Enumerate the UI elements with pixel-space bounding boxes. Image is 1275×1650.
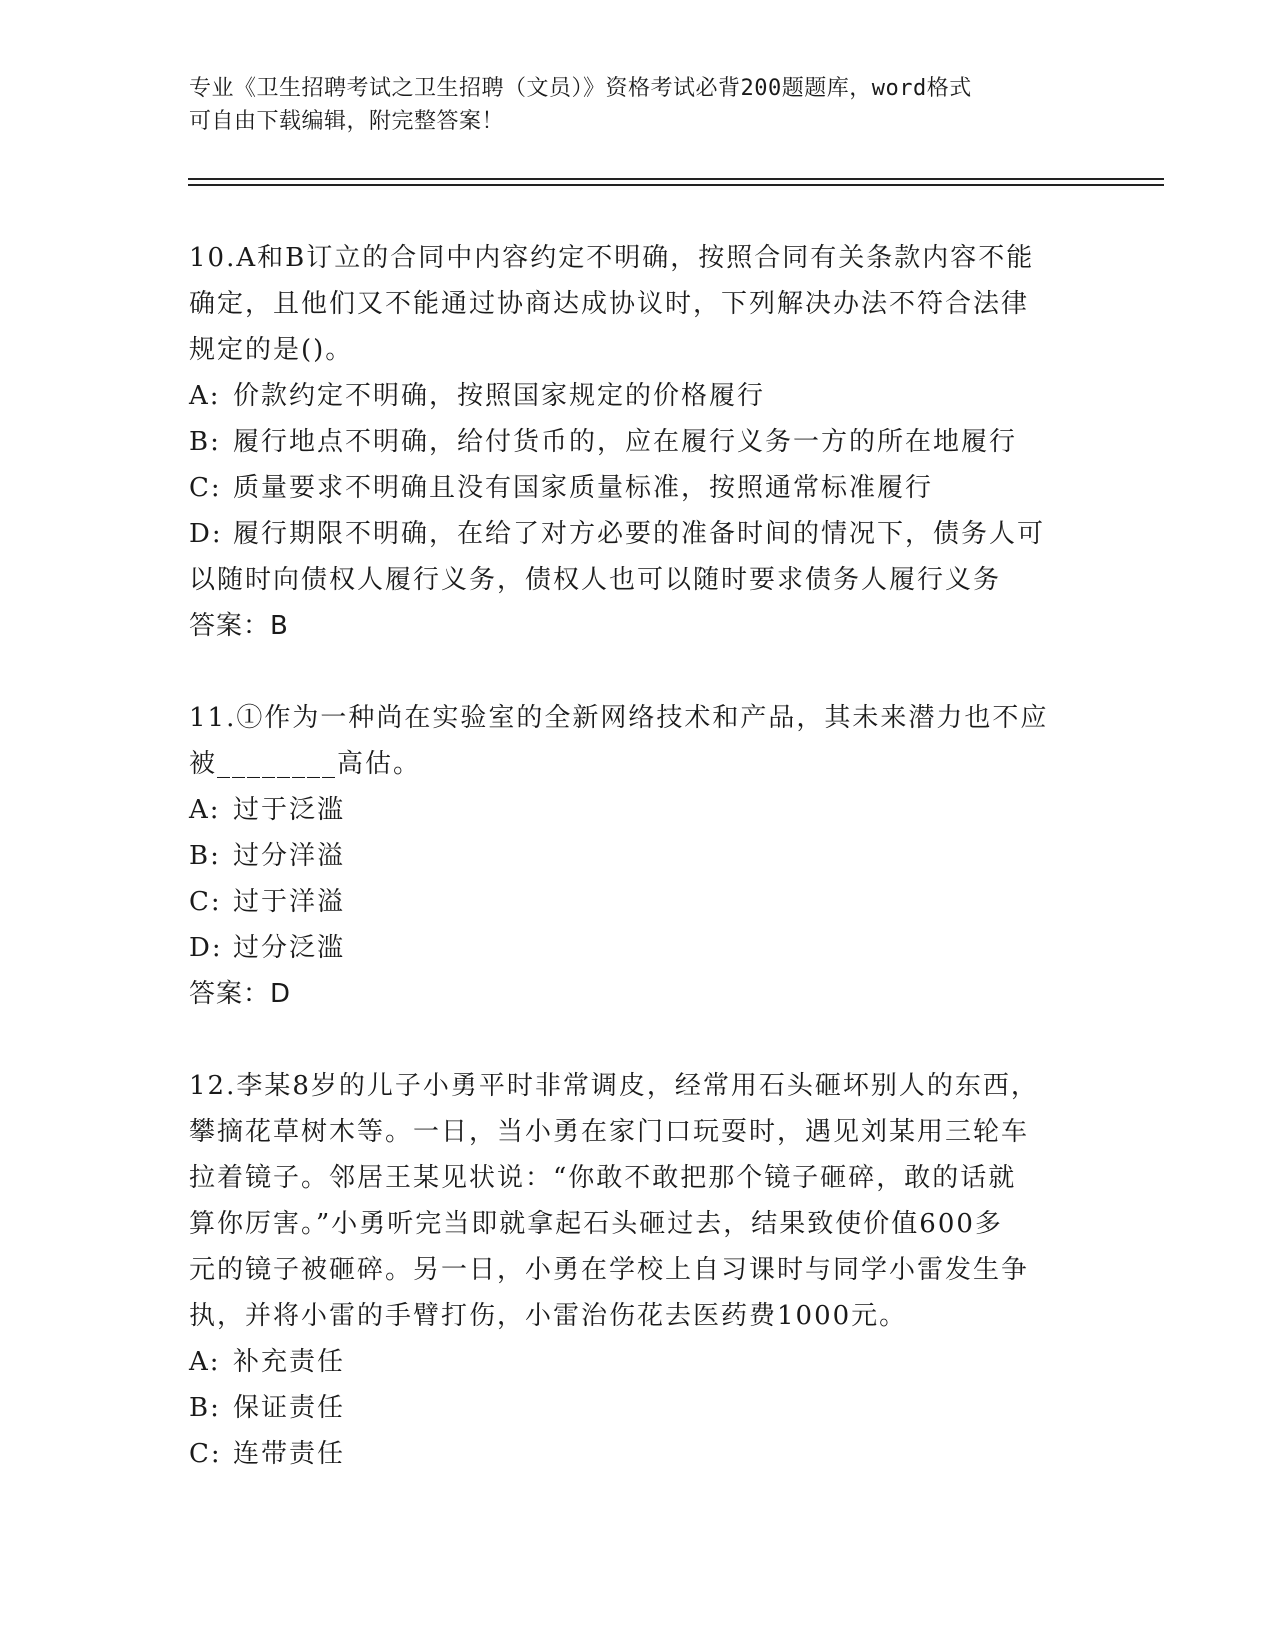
question-stem-line: 拉着镜子。邻居王某见状说：“你敢不敢把那个镜子砸碎，敢的话就: [189, 1163, 1017, 1193]
question-stem-line: 被________高估。: [189, 749, 422, 779]
option-text: 履行期限不明确，在给了对方必要的准备时间的情况下，债务人可: [233, 519, 1046, 549]
question-stem-line: 11.①作为一种尚在实验室的全新网络技术和产品，其未来潜力也不应: [189, 703, 1049, 733]
option-key: A:: [189, 1347, 221, 1377]
question-11: [189, 695, 1089, 1017]
header-divider: [188, 178, 1164, 180]
option-a: [189, 787, 1089, 833]
header-divider: [188, 184, 1164, 186]
option-b: [189, 833, 1089, 879]
option-b: [189, 1385, 1089, 1431]
option-text: 履行地点不明确，给付货币的，应在履行义务一方的所在地履行: [233, 427, 1018, 457]
question-list: [189, 235, 1089, 1523]
question-stem-line: 元的镜子被砸碎。另一日，小勇在学校上自习课时与同学小雷发生争: [189, 1255, 1030, 1285]
answer-line: 答案：D: [189, 979, 292, 1009]
option-key: C:: [189, 473, 222, 503]
option-text: 以随时向债权人履行义务，债权人也可以随时要求债务人履行义务: [189, 565, 1002, 595]
option-text: 质量要求不明确且没有国家质量标准，按照通常标准履行: [233, 473, 934, 503]
option-text: 价款约定不明确，按照国家规定的价格履行: [233, 381, 766, 411]
header-line: 可自由下载编辑，附完整答案！: [189, 109, 505, 134]
answer-line: 答案：B: [189, 611, 289, 641]
option-text: 补充责任: [233, 1347, 346, 1377]
option-key: D:: [189, 933, 223, 963]
option-text: 过于泛滥: [233, 795, 346, 825]
header-line: 专业《卫生招聘考试之卫生招聘（文员）》资格考试必背200题题库，word格式: [189, 76, 972, 101]
question-stem-line: 10.A和B订立的合同中内容约定不明确，按照合同有关条款内容不能: [189, 243, 1035, 273]
option-a: [189, 1339, 1089, 1385]
option-key: C:: [189, 887, 222, 917]
option-c: [189, 879, 1089, 925]
option-text: 过分泛滥: [233, 933, 346, 963]
document-header: [189, 72, 1069, 138]
option-key: B:: [189, 1393, 221, 1423]
option-key: C:: [189, 1439, 222, 1469]
option-d: [189, 925, 1089, 971]
option-d: [189, 511, 1089, 557]
option-text: 连带责任: [233, 1439, 346, 1469]
option-key: B:: [189, 841, 221, 871]
question-10: [189, 235, 1089, 649]
option-key: D:: [189, 519, 223, 549]
option-a: [189, 373, 1089, 419]
option-text: 过分洋溢: [233, 841, 346, 871]
option-key: A:: [189, 381, 221, 411]
question-stem-line: 规定的是()。: [189, 335, 354, 365]
option-b: [189, 419, 1089, 465]
option-d-continued: [189, 557, 1089, 603]
question-stem-line: 攀摘花草树木等。一日，当小勇在家门口玩耍时，遇见刘某用三轮车: [189, 1117, 1030, 1147]
question-stem-line: 执，并将小雷的手臂打伤，小雷治伤花去医药费1000元。: [189, 1301, 908, 1331]
option-c: [189, 465, 1089, 511]
option-text: 保证责任: [233, 1393, 346, 1423]
question-stem-line: 12.李某8岁的儿子小勇平时非常调皮，经常用石头砸坏别人的东西，: [189, 1071, 1039, 1101]
question-stem-line: 确定，且他们又不能通过协商达成协议时，下列解决办法不符合法律: [189, 289, 1030, 319]
option-key: B:: [189, 427, 221, 457]
question-stem-line: 算你厉害。”小勇听完当即就拿起石头砸过去，结果致使价值600多: [189, 1209, 1003, 1239]
question-12: [189, 1063, 1089, 1477]
option-key: A:: [189, 795, 221, 825]
option-c: [189, 1431, 1089, 1477]
option-text: 过于洋溢: [233, 887, 346, 917]
